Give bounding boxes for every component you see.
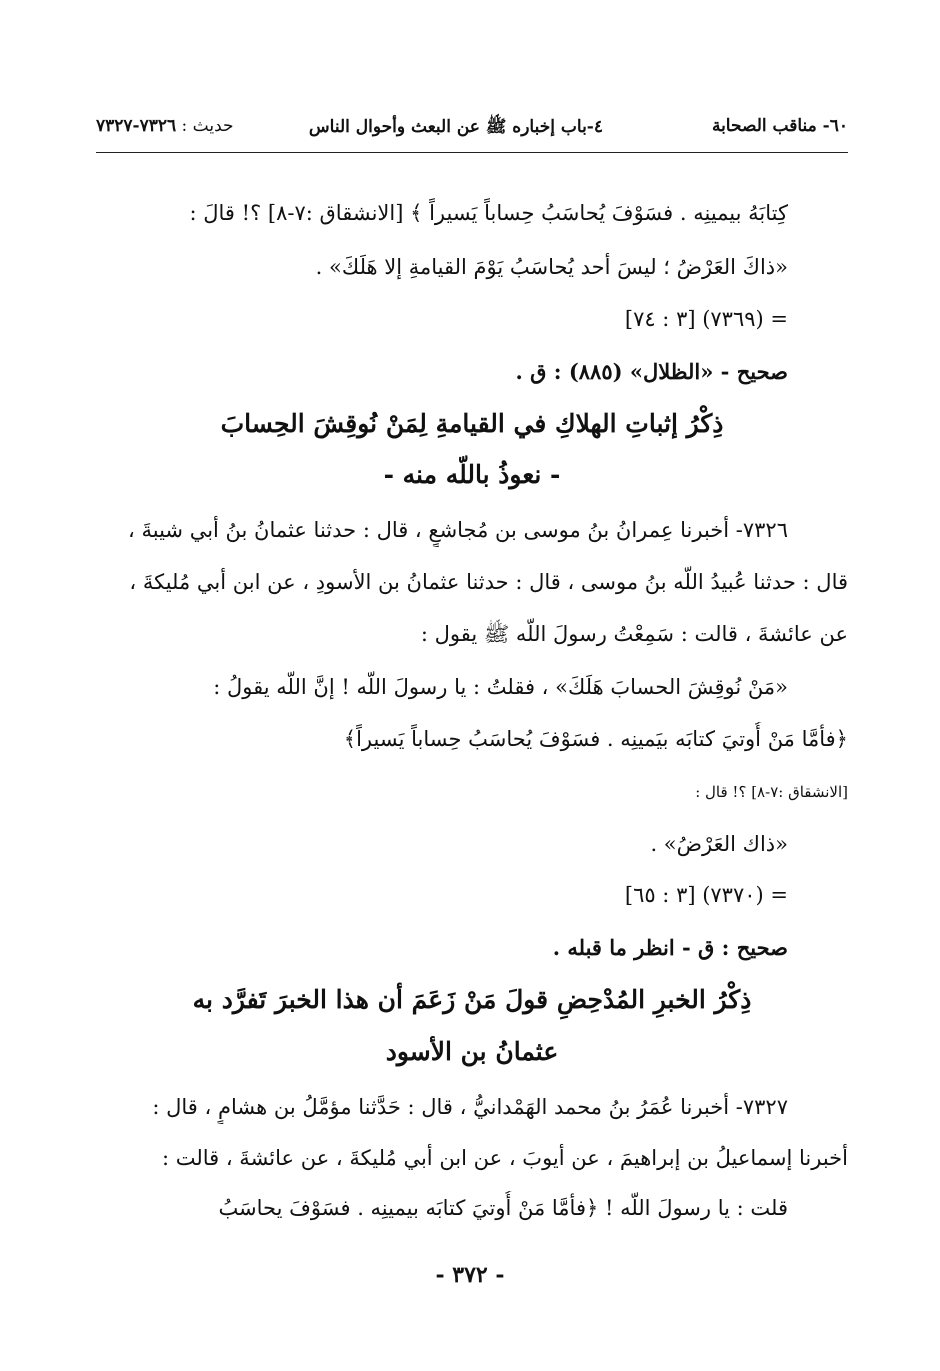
section-heading-sub: - نعوذُ باللّه منه -	[383, 460, 561, 489]
hadith-text: قال : حدثنا عُبيدُ اللّه بنُ موسى ، قال : حدثنا عثمانُ بن الأسودِ ، عن ابن أبي مُليكةَ ،	[129, 570, 848, 594]
text-line: كِتابَهُ بيمينِه . فسَوْفَ يُحاسَبُ حِساباً يَسيراً ﴾ [الانشقاق :٧-٨] ؟! قالَ :	[189, 201, 788, 225]
hadith-text: قلت : يا رسولَ اللّه ! ﴿فأمَّا مَنْ أُوتيَ كتابَه بيمينِه . فسَوْفَ يحاسَبُ	[218, 1196, 788, 1220]
section-title: ٤-باب إخباره ﷺ عن البعث وأحوال الناس	[308, 117, 603, 137]
chapter-title: ٦٠- مناقب الصحابة	[711, 116, 848, 136]
grading-line: صحيح - «الظلال» (٨٨٥) : ق .	[515, 359, 788, 384]
hadith-text: أخبرنا إسماعيلُ بن إبراهيمَ ، عن أيوبَ ، عن ابن أبي مُليكةَ ، عن عائشةَ ، قالت :	[161, 1146, 848, 1170]
header-divider	[96, 152, 848, 153]
hadith-label: حديث :	[181, 116, 234, 136]
citation-line: = (٧٣٦٩) [٣ : ٧٤]	[624, 307, 788, 331]
hadith-text: عن عائشةَ ، قالت : سَمِعْتُ رسولَ اللّه ﷺ يقول :	[420, 622, 848, 646]
hadith-text: «مَنْ نُوقِشَ الحسابَ هَلَكَ» ، فقلتُ : يا رسولَ اللّه ! إنَّ اللّه يقولُ :	[213, 675, 788, 699]
hadith-numbers: ٧٣٢٦-٧٣٢٧	[96, 116, 177, 136]
text-line: «ذاكَ العَرْضُ ؛ ليسَ أحد يُحاسَبُ يَوْمَ القيامةِ إلا هَلَكَ» .	[315, 255, 788, 279]
grading-line: صحيح : ق - انظر ما قبله .	[552, 935, 788, 960]
quran-reference: [الانشقاق :٧-٨] ؟! قال :	[695, 783, 848, 801]
section-heading: ذِكْرُ الخبرِ المُدْحِضِ قولَ مَنْ زَعَمَ أن هذا الخبرَ تَفرَّد به	[192, 985, 752, 1014]
running-header	[96, 116, 848, 146]
citation-line: = (٧٣٧٠) [٣ : ٦٥]	[624, 883, 788, 907]
section-heading: ذِكْرُ إثباتِ الهلاكِ في القيامةِ لِمَنْ نُوقِشَ الحِسابَ	[220, 409, 724, 438]
hadith-range	[96, 116, 234, 136]
quran-quote: ﴿فأمَّا مَنْ أُوتيَ كتابَه بيَمينِه . فسَوْفَ يُحاسَبُ حِساباً يَسيراً﴾	[343, 727, 848, 751]
page-number: - ٣٧٢ -	[435, 1262, 505, 1288]
section-heading-sub: عثمانُ بن الأسود	[385, 1037, 559, 1066]
hadith-text: ٧٣٢٧- أخبرنا عُمَرُ بنُ محمد الهَمْدانيُّ ، قال : حَدَّثنا مؤمَّلُ بن هشامٍ ، قال :	[152, 1095, 788, 1119]
hadith-text: «ذاك العَرْضُ» .	[650, 832, 788, 856]
hadith-text: ٧٣٢٦- أخبرنا عِمرانُ بنُ موسى بن مُجاشعٍ ، قال : حدثنا عثمانُ بنُ أبي شيبةَ ،	[128, 518, 788, 542]
